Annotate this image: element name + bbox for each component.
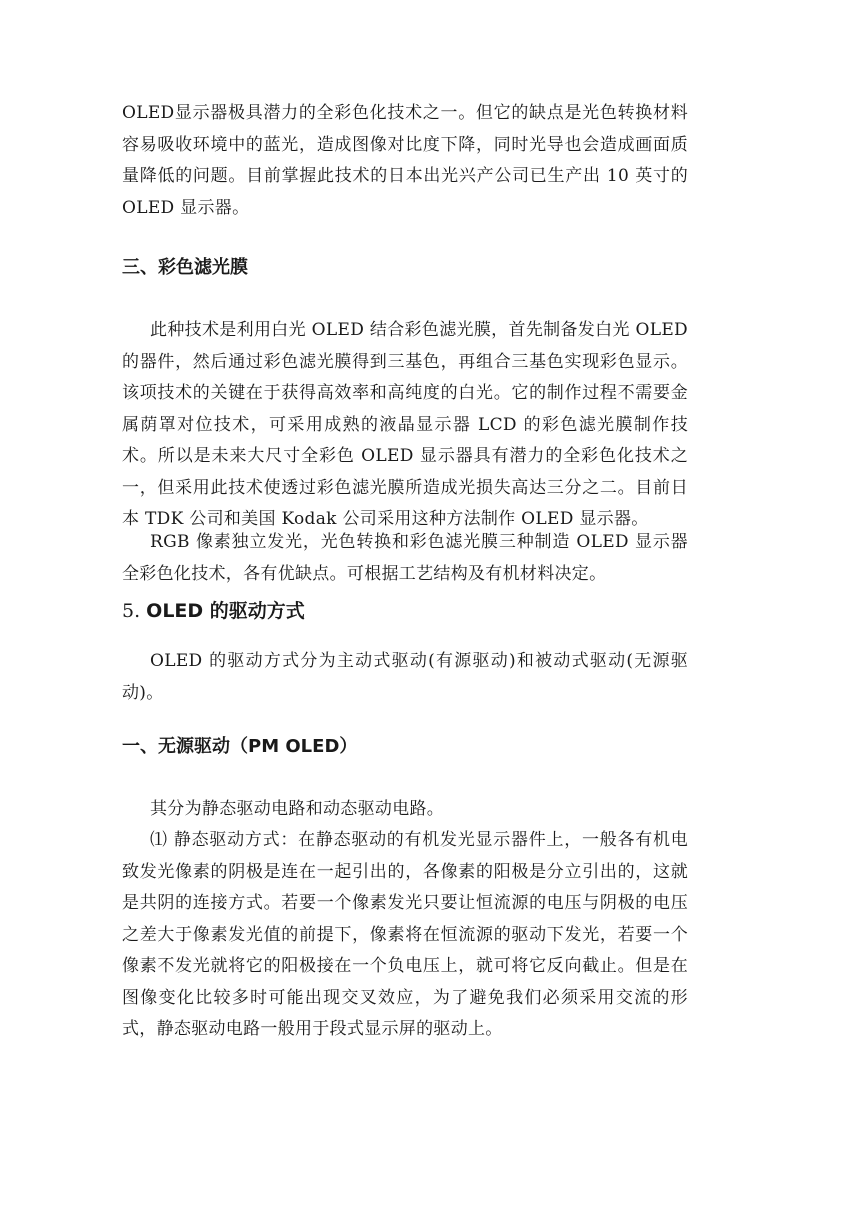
heading-color-filter: 三、彩色滤光膜: [122, 257, 248, 278]
section-number: 5.: [122, 600, 147, 622]
paragraph-driving-intro: OLED 的驱动方式分为主动式驱动(有源驱动)和被动式驱动(无源驱动)。: [122, 651, 688, 703]
paragraph-color-conversion-end: OLED显示器极具潜力的全彩色化技术之一。但它的缺点是光色转换材料容易吸收环境中的蓝光，造成图像对比度下降，同时光导也会造成画面质量降低的问题。目前掌握此技术的日本出光兴产公司已生产出 10 英寸的 OLED 显示器。: [122, 103, 688, 218]
heading-driving-methods: [122, 598, 305, 624]
paragraph-passive-types: 其分为静态驱动电路和动态驱动电路。: [150, 799, 445, 819]
heading-passive-driving: 一、无源驱动（PM OLED）: [122, 736, 358, 757]
section-title: OLED 的驱动方式: [146, 600, 305, 622]
paragraph-summary: RGB 像素独立发光，光色转换和彩色滤光膜三种制造 OLED 显示器全彩色化技术，各有优缺点。可根据工艺结构及有机材料决定。: [122, 532, 688, 584]
paragraph-color-filter: 此种技术是利用白光 OLED 结合彩色滤光膜，首先制备发白光 OLED 的器件，然后通过彩色滤光膜得到三基色，再组合三基色实现彩色显示。该项技术的关键在于获得高效率和高纯度的白光。它的制作过程不需要金属荫罩对位技术，可采用成熟的液晶显示器 LCD 的彩色滤光膜制作技术。所以是未来大尺寸全彩色 OLED 显示器具有潜力的全彩色化技术之一，但采用此技术使透过彩色滤光膜所造成光损失高达三分之二。目前日本 TDK 公司和美国 Kodak 公司采用这种方法制作 OLED 显示器。: [122, 320, 688, 529]
paragraph-static-driving: ⑴ 静态驱动方式：在静态驱动的有机发光显示器件上，一般各有机电致发光像素的阴极是连在一起引出的，各像素的阳极是分立引出的，这就是共阴的连接方式。若要一个像素发光只要让恒流源的电压与阴极的电压之差大于像素发光值的前提下，像素将在恒流源的驱动下发光，若要一个像素不发光就将它的阳极接在一个负电压上，就可将它反向截止。但是在图像变化比较多时可能出现交叉效应，为了避免我们必须采用交流的形式，静态驱动电路一般用于段式显示屏的驱动上。: [122, 830, 688, 1039]
